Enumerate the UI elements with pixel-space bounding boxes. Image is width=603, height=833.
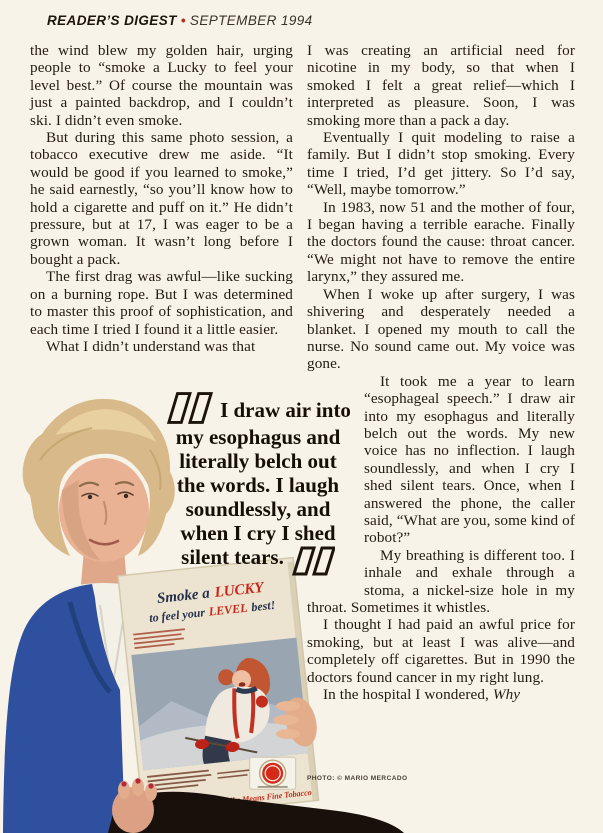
article-paragraph: Eventually I quit modeling to raise a family. But I didn’t stop smoking. Every time I tried, I’d get jittery. So I’d say, “Well, maybe tomorrow.” bbox=[307, 129, 575, 199]
pull-quote-line: when I cry I shed bbox=[180, 521, 336, 545]
pull-quote bbox=[138, 398, 378, 569]
magazine-title: READER’S DIGEST bbox=[47, 13, 177, 28]
masthead bbox=[47, 13, 313, 28]
article-paragraph: What I didn’t understand was that bbox=[46, 337, 256, 355]
pull-quote-line bbox=[138, 545, 378, 569]
left-column bbox=[30, 42, 293, 355]
pull-quote-text: silent tears. bbox=[181, 545, 284, 569]
close-quote-icon bbox=[291, 546, 335, 576]
issue-date: SEPTEMBER 1994 bbox=[189, 13, 313, 28]
article-paragraph: But during this same photo session, a tobacco executive drew me aside. “It would be good if you learned to smoke,” he said earnestly, “so you’ll know how to hold a cigarette and puff on it.” He didn’t pressure, but at 17, I was eager to be a grown woman. It wasn’t long before I bought a pack. bbox=[30, 129, 293, 268]
ad-cigarette-pack bbox=[250, 757, 296, 789]
right-column bbox=[307, 42, 575, 703]
closing-text: In the hospital I wondered, bbox=[323, 686, 493, 704]
article-paragraph: In 1983, now 51 and the mother of four, I began having a terrible earache. Finally the doctors found the cause: throat cancer. “We might not have to remove the entire larynx,” they assured me. bbox=[307, 198, 575, 286]
pull-quote-text: I draw air into bbox=[220, 398, 351, 422]
photo-credit: PHOTO: © MARIO MERCADO bbox=[307, 775, 408, 782]
article-closing-paragraph bbox=[307, 686, 575, 703]
pull-quote-line: literally belch out bbox=[179, 449, 337, 473]
pull-quote-line bbox=[138, 398, 378, 425]
article-paragraph: The first drag was awful—like sucking on a burning rope. But I was determined to master this proof of sophistication, and each time I tried I found it a little easier. bbox=[30, 268, 293, 338]
article-paragraph: It took me a year to learn “esophageal speech.” I draw air into my esophagus and literally belch out the words. My new voice has no inflection. I laugh soundlessly, and when I cry I shed silent tears. Once, when I answered the phone, the caller said, “What are you, some kind of robot?” bbox=[364, 372, 575, 547]
lucky-strike-ad bbox=[118, 558, 319, 819]
article-paragraph: When I woke up after surgery, I was shivering and desperately needed a blanket. I opened my mouth to call the nurse. No sound came out. My voice was gone. bbox=[307, 285, 575, 373]
article-paragraph: I thought I had paid an awful price for smoking, but at least I was alive—and completely off cigarettes. But in 1990 the doctors found cancer in my right lung. bbox=[307, 616, 575, 686]
ad-headline-line2: to feel your LEVEL best! bbox=[148, 597, 276, 625]
article-paragraph: I was creating an artificial need for nicotine in my body, so that when I smoked I felt a great relief—which I interpreted as pleasure. Soon, I was smoking more than a pack a day. bbox=[307, 42, 575, 129]
article-paragraph: My breathing is different too. I inhale and exhale through a stoma, a nickel-size hole in my throat. Sometimes it whistles. bbox=[307, 546, 575, 616]
closing-emphasis: Why bbox=[492, 686, 521, 704]
masthead-bullet-icon: • bbox=[180, 13, 186, 28]
pull-quote-line: soundlessly, and bbox=[185, 497, 331, 521]
open-quote-icon bbox=[165, 391, 213, 425]
article-paragraph: the wind blew my golden hair, urging people to “smoke a Lucky to feel your level best.” Of course the mountain was just a painted backdrop, and I couldn’t ski. I didn’t even smoke. bbox=[30, 42, 293, 129]
pull-quote-line: my esophagus and bbox=[175, 425, 341, 449]
ad-headline-line1: Smoke a LUCKY bbox=[156, 579, 265, 607]
pull-quote-line: the words. I laugh bbox=[176, 473, 340, 497]
